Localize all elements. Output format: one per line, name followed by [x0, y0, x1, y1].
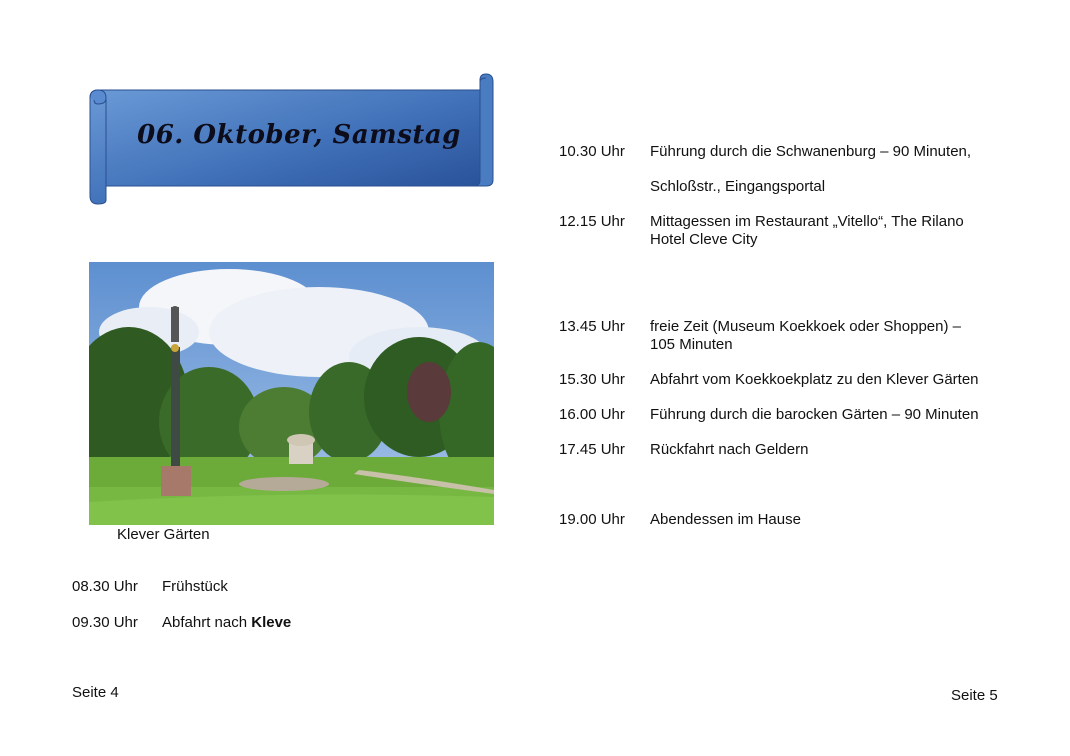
schedule-time: 09.30 Uhr: [72, 614, 138, 631]
schedule-time: 17.45 Uhr: [559, 441, 625, 458]
schedule-time: 12.15 Uhr: [559, 213, 625, 230]
schedule-text-bold: Kleve: [251, 614, 292, 631]
schedule-text: [162, 614, 291, 632]
schedule-text: Rückfahrt nach Geldern: [650, 441, 809, 458]
schedule-text: Abfahrt vom Koekkoekplatz zu den Klever Gärten: [650, 371, 979, 388]
schedule-text: Mittagessen im Restaurant „Vitello“, The Rilano: [650, 213, 964, 230]
schedule-time: 08.30 Uhr: [72, 578, 138, 595]
banner-title: 06. Oktober, Samstag: [137, 120, 461, 150]
klever-gaerten-photo: [89, 262, 494, 525]
schedule-time: 10.30 Uhr: [559, 143, 625, 160]
schedule-text: Abendessen im Hause: [650, 511, 801, 528]
schedule-text: Führung durch die barocken Gärten – 90 Minuten: [650, 406, 979, 423]
schedule-text-line2: 105 Minuten: [650, 336, 733, 353]
page-number-right: Seite 5: [951, 687, 998, 704]
date-banner: [88, 72, 498, 206]
schedule-text: freie Zeit (Museum Koekkoek oder Shoppen) –: [650, 318, 961, 335]
schedule-time: 19.00 Uhr: [559, 511, 625, 528]
schedule-text-line2: Schloßstr., Eingangsportal: [650, 178, 826, 195]
page-number-left: Seite 4: [72, 684, 119, 701]
schedule-text: Frühstück: [162, 578, 228, 595]
photo-caption: Klever Gärten: [117, 526, 210, 543]
schedule-text-plain: Abfahrt nach: [162, 614, 252, 631]
schedule-text: Führung durch die Schwanenburg – 90 Minuten,: [650, 143, 972, 160]
schedule-time: 13.45 Uhr: [559, 318, 625, 335]
schedule-time: 16.00 Uhr: [559, 406, 625, 423]
schedule-text-line2: Hotel Cleve City: [650, 231, 758, 248]
schedule-time: 15.30 Uhr: [559, 371, 625, 388]
